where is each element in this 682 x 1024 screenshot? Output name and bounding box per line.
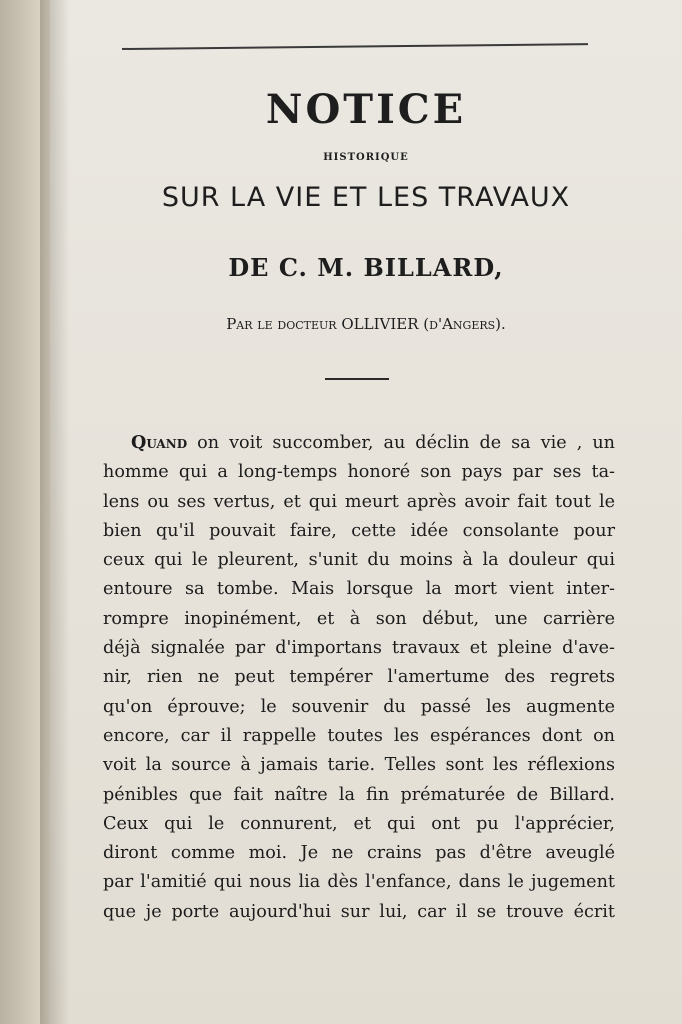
body-line: déjà signalée par d'importans travaux et pleine d'ave- bbox=[103, 638, 615, 659]
body-line: qu'on éprouve; le souvenir du passé les augmente bbox=[103, 696, 615, 717]
author-prefix: Par le docteur bbox=[226, 315, 337, 333]
page-title: NOTICE bbox=[265, 86, 467, 133]
author-suffix: (d'Angers). bbox=[423, 315, 506, 333]
body-line: nir, rien ne peut tempérer l'amertume des regrets bbox=[103, 667, 615, 688]
subtitle-historique: HISTORIQUE bbox=[323, 152, 409, 163]
body-line: pénibles que fait naître la fin prématurée de Billard. bbox=[103, 784, 615, 805]
author-name: OLLIVIER bbox=[341, 315, 419, 333]
body-line: ceux qui le pleurent, s'unit du moins à la douleur qui bbox=[103, 550, 615, 571]
body-line: entoure sa tombe. Mais lorsque la mort vient inter- bbox=[103, 579, 615, 600]
section-divider bbox=[325, 378, 389, 380]
body-line-text: on voit succomber, au déclin de sa vie , un bbox=[187, 433, 615, 453]
title-line-billard: DE C. M. BILLARD, bbox=[228, 253, 504, 282]
body-line: diront comme moi. Je ne crains pas d'être aveuglé bbox=[103, 843, 615, 864]
body-line: que je porte aujourd'hui sur lui, car il se trouve écrit bbox=[103, 901, 615, 922]
body-paragraph bbox=[103, 428, 615, 927]
body-line: homme qui a long-temps honoré son pays par ses ta- bbox=[103, 462, 615, 483]
body-line: Ceux qui le connurent, et qui ont pu l'apprécier, bbox=[103, 813, 615, 834]
body-line: encore, car il rappelle toutes les espérances dont on bbox=[103, 725, 615, 746]
dropcap-word: Quand bbox=[131, 432, 188, 453]
body-line: rompre inopinément, et à son début, une carrière bbox=[103, 608, 615, 629]
body-line: par l'amitié qui nous lia dès l'enfance, dans le jugement bbox=[103, 872, 615, 893]
title-line-sur-la-vie: SUR LA VIE ET LES TRAVAUX bbox=[161, 182, 571, 213]
body-line: bien qu'il pouvait faire, cette idée consolante pour bbox=[103, 520, 615, 541]
body-line bbox=[103, 428, 615, 458]
author-line bbox=[50, 315, 682, 333]
body-line: voit la source à jamais tarie. Telles sont les réflexions bbox=[103, 755, 615, 776]
body-line: lens ou ses vertus, et qui meurt après avoir fait tout le bbox=[103, 491, 615, 512]
